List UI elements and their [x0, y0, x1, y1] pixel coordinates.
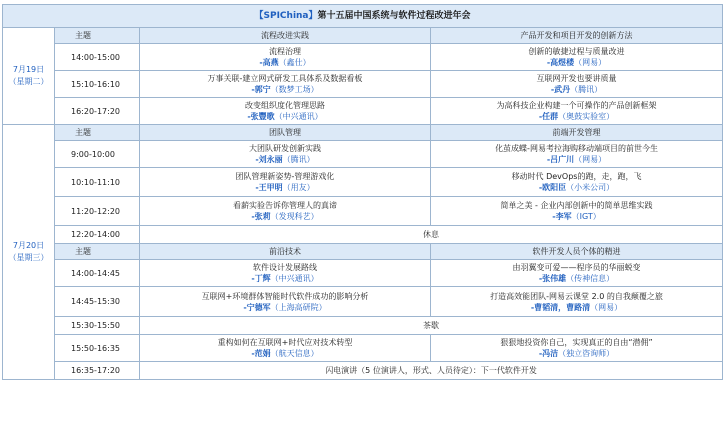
talk-speaker-line	[140, 273, 430, 284]
theme-left: 流程改进实践	[140, 28, 431, 44]
speaker-org: （航天信息）	[270, 349, 319, 358]
break-time: 15:30-15:50	[55, 317, 140, 335]
session-left	[140, 197, 431, 226]
talk-speaker-line	[431, 111, 722, 122]
day-weekday: （星期二）	[8, 77, 49, 86]
session-row	[3, 141, 723, 168]
session-row	[3, 44, 723, 71]
session-right	[431, 44, 723, 71]
session-time: 11:20-12:20	[55, 197, 140, 226]
day-date: 7月20日	[12, 241, 45, 250]
talk-topic: 改变组织度化管理思路	[245, 101, 325, 110]
session-time: 15:10-16:10	[55, 71, 140, 98]
session-time: 9:00-10:00	[55, 141, 140, 168]
title-tag: 【SPIChina】	[254, 10, 318, 21]
conference-schedule	[2, 4, 722, 434]
talk-topic: 互联网开发也要讲质量	[536, 74, 617, 83]
day-weekday: （星期三）	[8, 253, 49, 262]
session-right	[431, 197, 723, 226]
speaker-org: （中兴通讯）	[270, 274, 319, 283]
schedule-table	[2, 4, 723, 380]
speaker-name: -李军	[552, 212, 572, 221]
talk-topic: 由羽翼变可爱——程序员的华丽蜕变	[512, 263, 641, 272]
talk-topic: 狠狠地投资你自己，实现真正的自由“潜佣”	[500, 338, 653, 347]
talk-topic: 流程治理	[269, 47, 301, 56]
theme-header-row	[3, 244, 723, 260]
session-row	[3, 260, 723, 287]
talk-speaker-line	[140, 211, 430, 222]
day-date: 7月19日	[12, 65, 45, 74]
talk-speaker-line	[431, 302, 722, 313]
speaker-org: （独立咨询师）	[558, 349, 615, 358]
session-row	[3, 98, 723, 125]
speaker-name: -高燕	[259, 58, 279, 67]
session-time: 14:00-14:45	[55, 260, 140, 287]
speaker-org: （发现科艺）	[270, 212, 319, 221]
break-label: 闪电演讲（5 位演讲人，形式、人员待定）：下一代软件开发	[140, 362, 723, 380]
break-row	[3, 226, 723, 244]
talk-speaker-line	[431, 348, 722, 359]
speaker-name: -刘永丽	[255, 155, 283, 164]
session-row	[3, 71, 723, 98]
day-cell	[3, 125, 55, 380]
session-row	[3, 197, 723, 226]
break-label: 休息	[140, 226, 723, 244]
session-right	[431, 168, 723, 197]
session-left	[140, 71, 431, 98]
theme-right: 产品开发和项目开发的创新方法	[431, 28, 723, 44]
break-row	[3, 362, 723, 380]
talk-topic: 软件设计发展路线	[253, 263, 317, 272]
session-left	[140, 168, 431, 197]
break-row	[3, 317, 723, 335]
session-row	[3, 287, 723, 317]
session-left	[140, 335, 431, 362]
speaker-name: -欧阳臣	[538, 183, 567, 192]
break-label: 茶歇	[140, 317, 723, 335]
theme-label: 主题	[55, 244, 140, 260]
speaker-org: （网易）	[574, 58, 607, 67]
session-row	[3, 335, 723, 362]
session-right	[431, 260, 723, 287]
talk-speaker-line	[431, 211, 722, 222]
theme-left: 前沿技术	[140, 244, 431, 260]
theme-right: 软件开发人员个体的精进	[431, 244, 723, 260]
speaker-name: -范娟	[251, 349, 271, 358]
speaker-org: （腾讯）	[282, 155, 315, 164]
talk-topic: 重构如何在互联网+时代应对技术转型	[217, 338, 353, 347]
page-title	[3, 5, 723, 28]
title-text: 第十五届中国系统与软件过程改进年会	[317, 10, 471, 21]
session-right	[431, 98, 723, 125]
theme-right: 前端开发管理	[431, 125, 723, 141]
session-time: 14:00-15:00	[55, 44, 140, 71]
session-time: 14:45-15:30	[55, 287, 140, 317]
talk-topic: 打造高效能团队-网易云课堂 2.0 的自我颠覆之旅	[490, 291, 663, 301]
speaker-org: （传神信息）	[566, 274, 615, 283]
speaker-org: （鑫仕）	[278, 58, 311, 67]
talk-speaker-line	[431, 273, 722, 284]
speaker-org: （数梦工场）	[270, 85, 319, 94]
speaker-name: -曹韬清，曹路清	[530, 302, 591, 312]
speaker-name: -王甲明	[255, 183, 283, 192]
talk-topic: 化茧成蝶-网易考拉海购移动端项目的前世今生	[495, 144, 658, 153]
speaker-org: （网易）	[590, 302, 623, 312]
talk-speaker-line	[431, 154, 722, 165]
break-time: 16:35-17:20	[55, 362, 140, 380]
session-left	[140, 44, 431, 71]
theme-left: 团队管理	[140, 125, 431, 141]
talk-speaker-line	[431, 84, 722, 95]
speaker-org: （中兴通讯）	[274, 112, 323, 121]
speaker-name: -张伟雄	[538, 274, 567, 283]
talk-topic: 看薪实验告诉你管理人的真谛	[233, 201, 337, 210]
speaker-org: （网易）	[574, 155, 607, 164]
speaker-name: -任群	[538, 112, 559, 121]
session-right	[431, 287, 723, 317]
speaker-org: （上海高研院）	[270, 302, 327, 312]
break-time: 12:20-14:00	[55, 226, 140, 244]
session-right	[431, 141, 723, 168]
speaker-org: （用友）	[282, 183, 315, 192]
talk-speaker-line	[140, 302, 430, 313]
talk-topic: 团队管理新姿势-管理游戏化	[235, 172, 335, 181]
session-time: 10:10-11:10	[55, 168, 140, 197]
session-right	[431, 71, 723, 98]
theme-header-row	[3, 125, 723, 141]
talk-topic: 大团队研发创新实践	[249, 144, 321, 153]
talk-speaker-line	[431, 57, 722, 68]
speaker-name: -郭宁	[251, 85, 271, 94]
speaker-org: （小米公司）	[566, 183, 615, 192]
session-left	[140, 287, 431, 317]
session-time: 16:20-17:20	[55, 98, 140, 125]
speaker-name: -宁德军	[243, 302, 271, 312]
day-cell	[3, 28, 55, 125]
session-left	[140, 260, 431, 287]
talk-topic: 简单之美 - 企业内部创新中的简单思维实践	[500, 201, 653, 210]
session-time: 15:50-16:35	[55, 335, 140, 362]
session-left	[140, 141, 431, 168]
session-row	[3, 168, 723, 197]
speaker-name: -张莉	[251, 212, 271, 221]
talk-speaker-line	[140, 182, 430, 193]
talk-speaker-line	[140, 348, 430, 359]
talk-speaker-line	[140, 111, 430, 122]
theme-label: 主题	[55, 125, 140, 141]
speaker-org: （IGT）	[571, 212, 601, 221]
talk-topic: 移动时代 DevOps的跑，走，跑，飞	[511, 172, 642, 181]
speaker-name: -高煜楼	[546, 58, 575, 67]
speaker-name: -张豐歌	[247, 112, 275, 121]
speaker-name: -丁辉	[251, 274, 271, 283]
talk-topic: 万事关联-建立网式研发工具体系及数据看板	[207, 74, 363, 83]
talk-topic: 创新的敏捷过程与质量改进	[528, 47, 625, 56]
speaker-name: -冯洁	[538, 349, 559, 358]
speaker-org: （腾讯）	[570, 85, 603, 94]
speaker-name: -吕广川	[546, 155, 575, 164]
talk-speaker-line	[140, 154, 430, 165]
title-row	[3, 5, 723, 28]
talk-speaker-line	[431, 182, 722, 193]
talk-speaker-line	[140, 84, 430, 95]
talk-topic: 为高科技企业构建一个可操作的产品创新框架	[496, 101, 657, 110]
session-left	[140, 98, 431, 125]
talk-topic: 互联网+环境群体智能时代软件成功的影响分析	[201, 291, 369, 301]
theme-label: 主题	[55, 28, 140, 44]
speaker-name: -武丹	[550, 85, 571, 94]
talk-speaker-line	[140, 57, 430, 68]
speaker-org: （奥鼓实验室）	[558, 112, 615, 121]
theme-header-row	[3, 28, 723, 44]
session-right	[431, 335, 723, 362]
